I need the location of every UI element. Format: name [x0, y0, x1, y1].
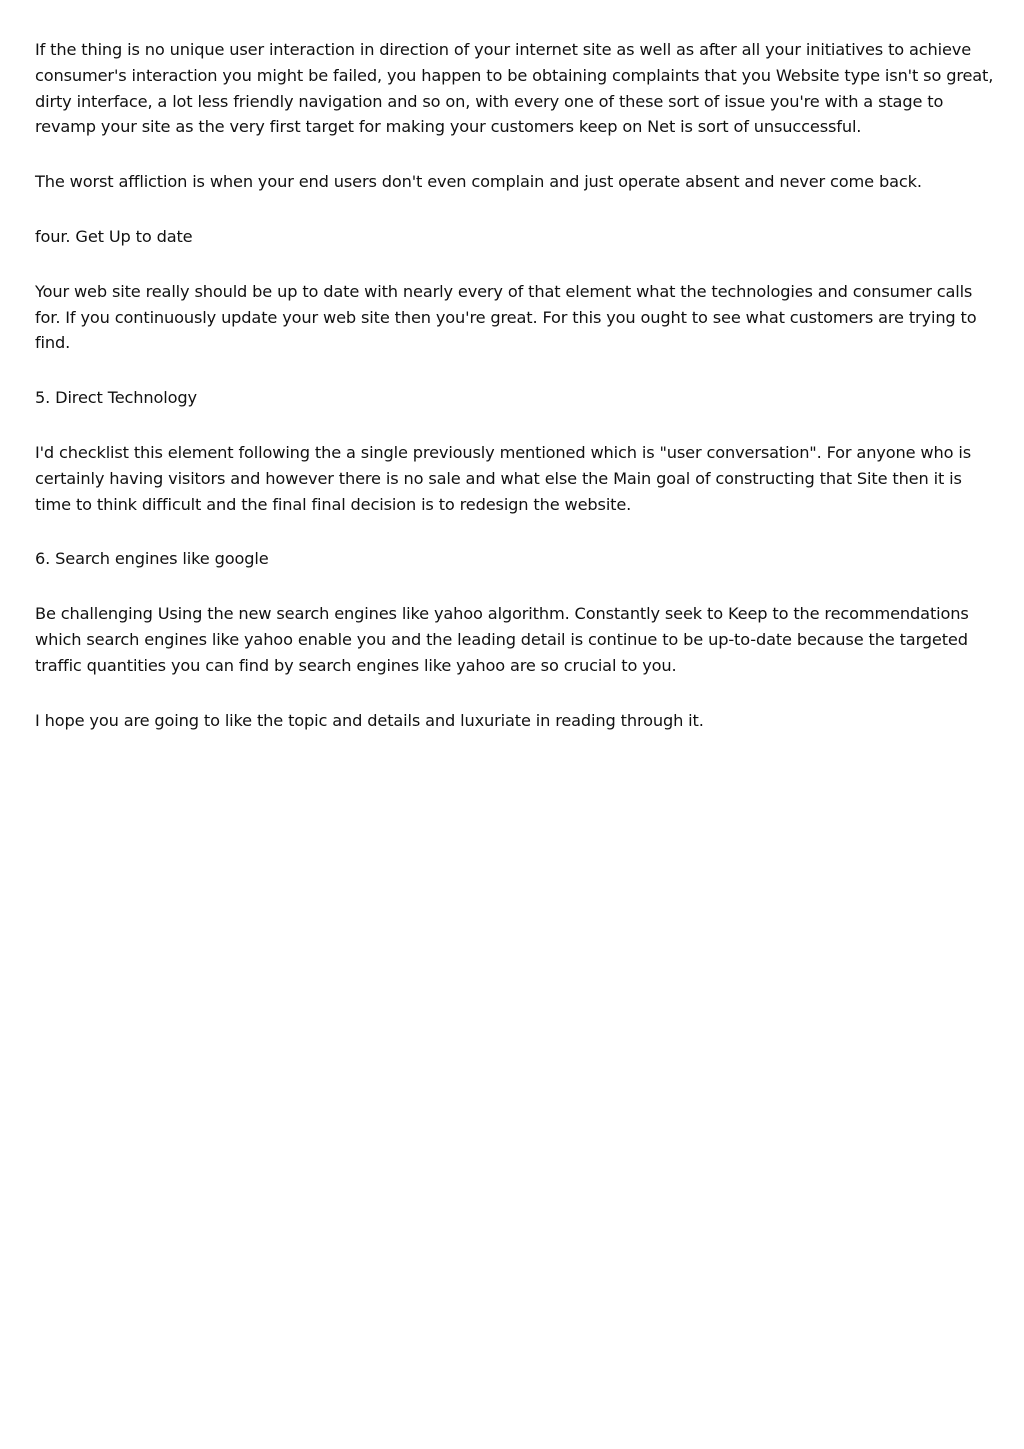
paragraph-up-to-date: Your web site really should be up to date with nearly every of that element what the technologies and consumer calls for. If you continuously update your web site then you're great. For this you ought to see what customers are trying to find. [35, 281, 977, 353]
heading-get-up-to-date: four. Get Up to date [35, 226, 193, 246]
paragraph-worst-affliction: The worst affliction is when your end users don't even complain and just operate absent and never come back. [35, 172, 922, 192]
paragraph-search-engines: Be challenging Using the new search engines like yahoo algorithm. Constantly seek to Keep to the recommendations which search engines like yahoo enable you and the leading detail is continue to be up-to-date because the targeted traffic quantities you can find by search engines like yahoo are so crucial to you. [35, 604, 969, 675]
paragraph-direct-technology: I'd checklist this element following the a single previously mentioned which is "user conversation". For anyone who is certainly having visitors and however there is no sale and what else the Main goal of constructing that Site then it is time to think difficult and the final final decision is to redesign the website. [35, 442, 971, 514]
paragraph-closing: I hope you are going to like the topic and details and luxuriate in reading through it. [35, 710, 704, 730]
heading-direct-technology: 5. Direct Technology [35, 388, 197, 408]
document-body [35, 37, 995, 762]
paragraph-user-interaction: If the thing is no unique user interaction in direction of your internet site as well as after all your initiatives to achieve consumer's interaction you might be failed, you happen to be obtaining complaints that you Website type isn't so great, dirty interface, a lot less friendly navigation and so on, with every one of these sort of issue you're with a stage to revamp your site as the very first target for making your customers keep on Net is sort of unsuccessful. [35, 40, 994, 137]
heading-search-engines: 6. Search engines like google [35, 549, 269, 569]
